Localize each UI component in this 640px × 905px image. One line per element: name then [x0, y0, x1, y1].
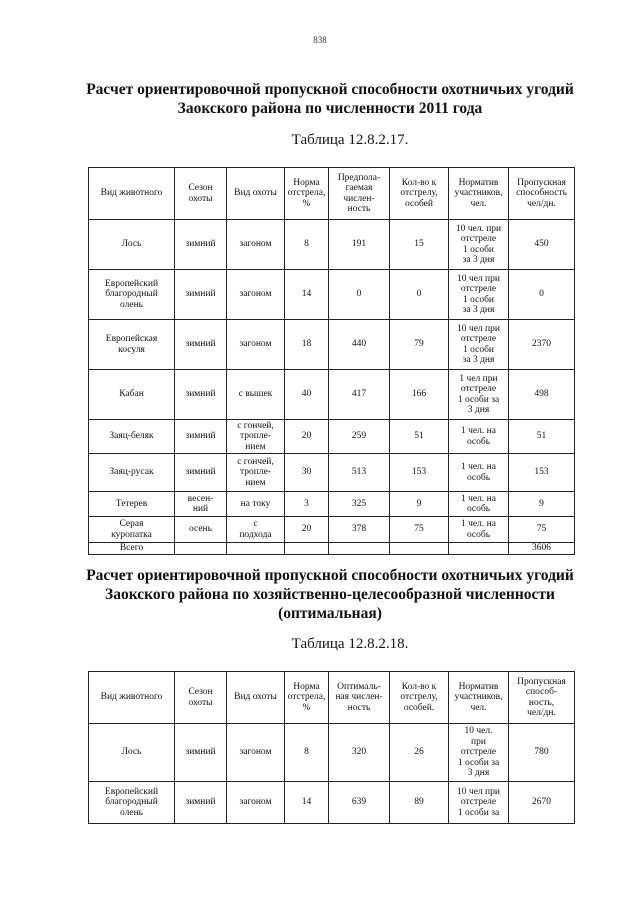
cell-text: Предпола-	[337, 172, 381, 183]
cell-text: 1 особи	[463, 294, 494, 305]
cell-season	[175, 517, 227, 543]
table-row	[89, 782, 575, 824]
cell-season	[175, 782, 227, 824]
cell-capacity	[509, 320, 575, 370]
section2-title	[60, 566, 600, 623]
cell-quota	[390, 724, 449, 782]
cell-text: 498	[534, 389, 549, 400]
cell-text: чел/дн.	[527, 198, 556, 209]
cell-text: чел.	[470, 702, 487, 713]
cell-text: зимний	[185, 431, 216, 442]
cell-text: 51	[414, 431, 424, 442]
cell-text: отстреле	[460, 747, 497, 758]
column-header	[285, 672, 329, 724]
cell-text: особей	[405, 198, 433, 209]
cell-norm	[285, 420, 329, 454]
cell-text: загоном	[239, 289, 272, 300]
cell-text: Лось	[121, 747, 142, 758]
cell-text: олень	[120, 807, 143, 818]
cell-text: Вид животного	[100, 692, 163, 703]
cell-text: загоном	[239, 797, 272, 808]
cell-text: способность	[516, 188, 567, 199]
cell-hunt-type	[227, 270, 285, 320]
cell-text: 639	[351, 797, 367, 808]
cell-text: Сезон	[188, 183, 213, 193]
cell-text: благородный	[105, 797, 158, 808]
cell-text: ность,	[528, 697, 555, 708]
column-header	[449, 672, 509, 724]
cell-text: олень	[120, 299, 143, 310]
cell-text: 1 особи за	[457, 394, 500, 405]
cell-text: 79	[414, 339, 424, 350]
cell-text: Заяц-русак	[109, 467, 154, 478]
cell-text: 8	[304, 747, 309, 758]
cell-text: 15	[414, 239, 424, 250]
cell-text: 3 дня	[467, 768, 490, 779]
cell-text: гаемая	[345, 183, 373, 193]
cell-text: чел/дн.	[527, 708, 556, 718]
cell-text: 1 особи	[463, 244, 494, 255]
cell-text: ний	[192, 504, 209, 514]
cell-text: Серая	[119, 519, 144, 529]
cell-text: 325	[351, 498, 367, 509]
cell-capacity	[509, 370, 575, 420]
cell-text: отстрелу,	[400, 692, 438, 703]
table-row	[89, 492, 575, 517]
cell-text: 9	[539, 498, 544, 509]
cell-text: 259	[351, 431, 367, 442]
cell-text: особь	[466, 472, 491, 483]
column-header	[390, 168, 449, 220]
header-row	[89, 168, 575, 220]
cell-hunt-type	[227, 492, 285, 517]
cell-text: ность	[347, 204, 371, 214]
cell-text: охоты	[188, 193, 213, 204]
table2	[88, 671, 575, 824]
cell-text: 2370	[532, 339, 551, 350]
cell-text: 513	[351, 467, 367, 478]
title-line: Расчет ориентировочной пропускной способности охотничьих угодий	[86, 567, 574, 584]
cell-text: 0	[356, 289, 362, 300]
cell-text: 9	[416, 498, 422, 509]
cell-text: 320	[351, 747, 367, 758]
cell-text: Кабан	[119, 389, 144, 400]
cell-text: ная числен-	[335, 692, 383, 703]
cell-normative	[449, 724, 509, 782]
cell-quota	[390, 782, 449, 824]
cell-text: 3 дня	[467, 405, 490, 415]
column-header	[227, 672, 285, 724]
cell-capacity	[509, 517, 575, 543]
cell-population	[329, 454, 390, 492]
table2-label: Таблица 12.8.2.18.	[291, 636, 409, 652]
cell-text: 3606	[532, 543, 551, 554]
cell-norm	[285, 492, 329, 517]
cell-text: 2670	[532, 797, 551, 808]
cell-animal	[89, 724, 175, 782]
cell-text: Заяц-беляк	[109, 431, 154, 442]
cell-quota	[390, 454, 449, 492]
cell-population	[329, 320, 390, 370]
cell-text: Европейский	[104, 786, 159, 797]
cell-text: загоном	[239, 339, 272, 350]
cell-text: 440	[351, 339, 367, 350]
cell-animal	[89, 454, 175, 492]
cell-text: отстреле	[460, 384, 497, 394]
cell-text: зимний	[185, 389, 216, 400]
cell-text: отстрелу,	[400, 188, 438, 199]
column-header	[509, 672, 575, 724]
cell-text: Пропускная	[517, 676, 566, 687]
cell-text: подхода	[239, 529, 272, 540]
cell-text: тропле-	[240, 467, 271, 478]
total-label	[89, 543, 175, 555]
cell-animal	[89, 782, 175, 824]
cell-normative	[449, 370, 509, 420]
table-row	[89, 724, 575, 782]
cell-season	[175, 370, 227, 420]
empty-cell	[449, 543, 509, 555]
cell-text: нием	[245, 477, 266, 488]
cell-season	[175, 454, 227, 492]
cell-text: 450	[534, 239, 549, 250]
cell-capacity	[509, 420, 575, 454]
cell-hunt-type	[227, 454, 285, 492]
cell-season	[175, 320, 227, 370]
cell-text: куропатка	[111, 529, 152, 540]
title-line: Расчет ориентировочной пропускной способности охотничьих угодий	[86, 81, 574, 98]
cell-text: 75	[536, 524, 547, 535]
cell-hunt-type	[227, 370, 285, 420]
cell-text: Пропускная	[517, 177, 566, 188]
cell-text: 0	[416, 289, 422, 300]
cell-text: Вид животного	[100, 188, 163, 199]
cell-text: с гончей,	[237, 420, 274, 431]
cell-text: 26	[414, 747, 424, 758]
cell-text: охоты	[188, 697, 213, 708]
cell-normative	[449, 782, 509, 824]
cell-population	[329, 782, 390, 824]
cell-capacity	[509, 782, 575, 824]
cell-text: 1 чел. на	[461, 519, 496, 529]
column-header	[509, 168, 575, 220]
page-number: 838	[313, 35, 327, 45]
cell-text: 166	[411, 389, 427, 400]
cell-text: за 3 дня	[462, 255, 495, 265]
cell-norm	[285, 320, 329, 370]
cell-text: 1 особи за	[457, 807, 500, 818]
cell-text: Норматив	[458, 177, 499, 188]
cell-animal	[89, 517, 175, 543]
cell-text: загоном	[239, 239, 272, 250]
header-row	[89, 672, 575, 724]
column-header	[175, 168, 227, 220]
cell-text: Всего	[119, 543, 144, 554]
cell-capacity	[509, 724, 575, 782]
table-row	[89, 420, 575, 454]
empty-cell	[227, 543, 285, 555]
cell-text: 0	[539, 289, 544, 300]
cell-text: отстреле	[460, 797, 497, 808]
cell-text: отстрела,	[287, 692, 326, 703]
cell-text: Вид охоты	[234, 692, 277, 703]
cell-capacity	[509, 492, 575, 517]
cell-season	[175, 220, 227, 270]
cell-animal	[89, 220, 175, 270]
cell-season	[175, 724, 227, 782]
cell-text: 378	[351, 524, 367, 535]
cell-animal	[89, 270, 175, 320]
title-line: Заокского района по хозяйственно-целесообразной численности	[105, 586, 555, 603]
cell-text: с гончей,	[237, 456, 274, 467]
cell-text: особь	[466, 504, 491, 514]
cell-text: отстреле	[460, 234, 497, 244]
cell-animal	[89, 370, 175, 420]
cell-quota	[390, 517, 449, 543]
table-row	[89, 220, 575, 270]
cell-hunt-type	[227, 724, 285, 782]
cell-capacity	[509, 220, 575, 270]
cell-text: 40	[301, 389, 312, 400]
cell-animal	[89, 320, 175, 370]
cell-text: 191	[351, 239, 367, 250]
cell-text: 1 чел. на	[461, 462, 496, 472]
cell-text: ность	[347, 702, 371, 713]
cell-norm	[285, 782, 329, 824]
cell-hunt-type	[227, 782, 285, 824]
cell-text: особь	[466, 436, 491, 447]
cell-text: 10 чел при	[457, 323, 500, 334]
cell-text: зимний	[185, 239, 216, 250]
table-row	[89, 517, 575, 543]
column-header	[390, 672, 449, 724]
cell-text: благородный	[105, 289, 158, 300]
table-row	[89, 370, 575, 420]
column-header	[89, 168, 175, 220]
cell-hunt-type	[227, 220, 285, 270]
cell-text: 20	[301, 524, 312, 535]
cell-text: 30	[301, 467, 312, 478]
cell-text: 1 чел. на	[461, 426, 496, 436]
column-header	[285, 168, 329, 220]
cell-norm	[285, 517, 329, 543]
cell-text: участников,	[454, 692, 503, 703]
cell-text: с	[253, 519, 258, 529]
column-header	[449, 168, 509, 220]
cell-season	[175, 420, 227, 454]
column-header	[329, 168, 390, 220]
cell-text: Кол-во к	[401, 177, 437, 188]
empty-cell	[329, 543, 390, 555]
cell-text: Вид охоты	[234, 188, 277, 199]
cell-text: с вышек	[238, 389, 273, 400]
cell-quota	[390, 492, 449, 517]
column-header	[175, 672, 227, 724]
cell-text: 75	[414, 524, 424, 535]
cell-norm	[285, 220, 329, 270]
cell-text: 1 особи	[463, 344, 494, 355]
cell-text: при	[471, 736, 486, 747]
cell-normative	[449, 270, 509, 320]
cell-normative	[449, 320, 509, 370]
cell-text: 10 чел при	[457, 786, 500, 797]
cell-text: зимний	[185, 339, 216, 350]
cell-normative	[449, 420, 509, 454]
cell-text: 18	[301, 339, 312, 350]
cell-quota	[390, 420, 449, 454]
cell-text: 1 чел. на	[461, 493, 496, 504]
cell-text: 14	[301, 289, 312, 300]
table1	[88, 167, 575, 555]
cell-quota	[390, 320, 449, 370]
cell-quota	[390, 220, 449, 270]
cell-text: зимний	[185, 797, 216, 808]
title-line: Заокского района по численности 2011 года	[177, 100, 483, 117]
cell-text: %	[302, 198, 311, 209]
cell-normative	[449, 517, 509, 543]
cell-text: 10 чел при	[457, 273, 500, 284]
cell-norm	[285, 270, 329, 320]
cell-text: %	[302, 702, 311, 713]
cell-text: отстреле	[460, 284, 497, 294]
cell-text: особь	[466, 529, 491, 540]
cell-text: 14	[301, 797, 312, 808]
cell-population	[329, 420, 390, 454]
cell-norm	[285, 724, 329, 782]
cell-text: за 3 дня	[462, 355, 495, 365]
cell-population	[329, 517, 390, 543]
cell-text: 417	[351, 389, 367, 400]
cell-norm	[285, 370, 329, 420]
cell-text: за 3 дня	[462, 305, 495, 315]
empty-cell	[390, 543, 449, 555]
cell-quota	[390, 270, 449, 320]
cell-population	[329, 492, 390, 517]
cell-text: косуля	[118, 344, 145, 355]
cell-norm	[285, 454, 329, 492]
title-line: (оптимальная)	[278, 605, 382, 622]
table-row	[89, 270, 575, 320]
cell-text: отстреле	[460, 334, 497, 344]
total-row	[89, 543, 575, 555]
cell-text: Тетерев	[115, 498, 148, 509]
cell-text: отстрела,	[287, 188, 326, 199]
cell-text: 153	[534, 467, 549, 478]
section1-title	[60, 80, 600, 118]
cell-text: Норматив	[458, 681, 499, 692]
cell-population	[329, 724, 390, 782]
cell-text: 153	[411, 467, 427, 478]
cell-text: осень	[189, 524, 212, 535]
cell-text: 10 чел. при	[455, 223, 502, 234]
cell-text: зимний	[185, 289, 216, 300]
cell-normative	[449, 220, 509, 270]
cell-text: Лось	[121, 239, 142, 250]
cell-text: 10 чел.	[464, 726, 493, 737]
cell-hunt-type	[227, 420, 285, 454]
table1-label: Таблица 12.8.2.17.	[291, 132, 409, 148]
cell-text: участников,	[454, 188, 503, 199]
cell-text: чел.	[470, 198, 487, 209]
cell-text: особей.	[403, 702, 435, 713]
cell-text: Кол-во к	[401, 681, 437, 692]
cell-text: на току	[240, 498, 271, 509]
cell-population	[329, 370, 390, 420]
cell-text: весен-	[187, 493, 214, 504]
cell-normative	[449, 492, 509, 517]
cell-text: зимний	[185, 467, 216, 478]
cell-text: нием	[245, 441, 266, 452]
cell-text: 89	[414, 797, 424, 808]
cell-text: Норма	[293, 177, 320, 188]
cell-capacity	[509, 270, 575, 320]
column-header	[227, 168, 285, 220]
empty-cell	[285, 543, 329, 555]
cell-text: Европейский	[104, 278, 159, 289]
cell-season	[175, 492, 227, 517]
cell-hunt-type	[227, 517, 285, 543]
cell-normative	[449, 454, 509, 492]
column-header	[89, 672, 175, 724]
cell-text: зимний	[185, 747, 216, 758]
cell-text: 20	[301, 431, 312, 442]
cell-text: способ-	[525, 687, 558, 697]
cell-animal	[89, 420, 175, 454]
cell-text: числен-	[343, 193, 375, 204]
column-header	[329, 672, 390, 724]
cell-text: Европейская	[105, 334, 158, 344]
table-row	[89, 320, 575, 370]
cell-text: 8	[304, 239, 309, 250]
cell-quota	[390, 370, 449, 420]
cell-text: 1 особи за	[457, 757, 500, 768]
empty-cell	[175, 543, 227, 555]
cell-season	[175, 270, 227, 320]
cell-text: Оптималь-	[337, 681, 381, 692]
cell-population	[329, 220, 390, 270]
cell-text: 780	[534, 747, 549, 758]
cell-hunt-type	[227, 320, 285, 370]
cell-text: 3	[304, 498, 309, 509]
cell-animal	[89, 492, 175, 517]
cell-text: Норма	[293, 681, 320, 692]
cell-text: тропле-	[240, 431, 271, 442]
total-value	[509, 543, 575, 555]
cell-text: 51	[536, 431, 547, 442]
cell-population	[329, 270, 390, 320]
cell-text: 1 чел при	[459, 373, 498, 384]
cell-capacity	[509, 454, 575, 492]
cell-text: загоном	[239, 747, 272, 758]
cell-text: Сезон	[188, 687, 213, 697]
table-row	[89, 454, 575, 492]
